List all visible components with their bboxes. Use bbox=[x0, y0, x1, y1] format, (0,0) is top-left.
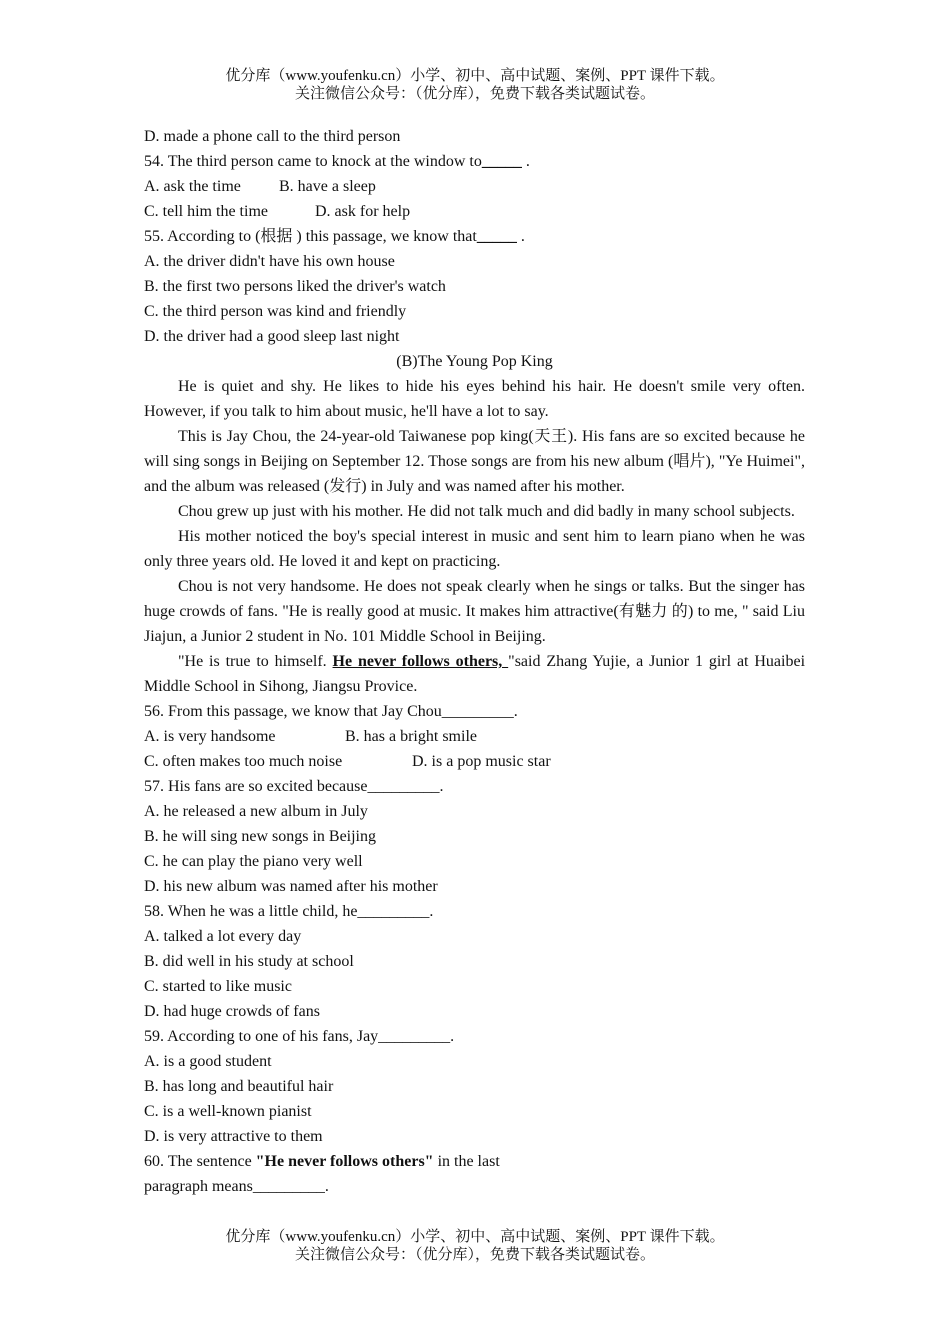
header-line-2: 关注微信公众号：（优分库），免费下载各类试题试卷。 bbox=[294, 86, 655, 102]
q56-option-d: D. is a pop music star bbox=[412, 753, 551, 770]
passage-paragraph-5: Chou is not very handsome. He does not speak clearly when he sings or talks. But the singer has huge crowds of fans. "He is really good at music. It makes him attractive(有魅力 的) to me, " said Liu Jiajun, a Junior 2 student in No. 101 Middle School in Beijing. bbox=[144, 578, 805, 645]
q59-option-d: D. is very attractive to them bbox=[144, 1128, 323, 1145]
key-sentence: He never follows others, bbox=[332, 653, 509, 670]
q59-option-b: B. has long and beautiful hair bbox=[144, 1078, 334, 1095]
footer-line-1: 优分库（www.youfenku.cn）小学、初中、高中试题、案例、PPT 课件下载。 bbox=[225, 1229, 725, 1245]
q58-option-b: B. did well in his study at school bbox=[144, 953, 354, 970]
page-footer bbox=[0, 1228, 950, 1264]
q54-option-a: A. ask the time bbox=[144, 178, 241, 195]
q55-option-d: D. the driver had a good sleep last night bbox=[144, 328, 400, 345]
paragraph-6-quote-end: "said Zhang Yujie, a Junior 1 girl at Huaibei Middle School in Sihong, Jiangsu Provice. bbox=[144, 653, 806, 695]
q54-options-ab bbox=[144, 174, 805, 199]
q58-option-d: D. had huge crowds of fans bbox=[144, 1003, 320, 1020]
q58-option-c: C. started to like music bbox=[144, 978, 292, 995]
q54-stem-end: . bbox=[521, 153, 530, 170]
q58-stem: 58. When he was a little child, he_________. bbox=[144, 903, 434, 920]
q56-options-ab bbox=[144, 724, 805, 749]
q59-option-c: C. is a well-known pianist bbox=[144, 1103, 312, 1120]
q57-option-c: C. he can play the piano very well bbox=[144, 853, 363, 870]
q56-stem: 56. From this passage, we know that Jay Chou_________. bbox=[144, 703, 518, 720]
passage-paragraph-3: Chou grew up just with his mother. He did not talk much and did badly in many school subjects. bbox=[178, 503, 795, 520]
q60-quoted-sentence: "He never follows others" bbox=[255, 1153, 434, 1170]
q54-stem bbox=[144, 149, 805, 174]
q55-blank: _____ bbox=[476, 228, 517, 245]
q54-options-cd bbox=[144, 199, 805, 224]
q55-option-c: C. the third person was kind and friendly bbox=[144, 303, 407, 320]
q54-blank: _____ bbox=[481, 153, 522, 170]
q60-stem-line-2: paragraph means_________. bbox=[144, 1178, 329, 1195]
q55-option-b: B. the first two persons liked the driver's watch bbox=[144, 278, 446, 295]
header-line-1: 优分库（www.youfenku.cn）小学、初中、高中试题、案例、PPT 课件下载。 bbox=[225, 68, 725, 84]
q56-option-b: B. has a bright smile bbox=[345, 728, 477, 745]
passage-paragraph-1: He is quiet and shy. He likes to hide his eyes behind his hair. He doesn't smile very often. However, if you talk to him about music, he'll have a lot to say. bbox=[144, 378, 805, 420]
paragraph-6-quote-start: "He is true to himself. bbox=[178, 653, 333, 670]
q59-stem: 59. According to one of his fans, Jay_________. bbox=[144, 1028, 455, 1045]
q55-stem-end: . bbox=[516, 228, 525, 245]
q54-stem-text: 54. The third person came to knock at the window to bbox=[144, 153, 482, 170]
q58-option-a: A. talked a lot every day bbox=[144, 928, 302, 945]
q56-option-a: A. is very handsome bbox=[144, 728, 276, 745]
q54-option-b: B. have a sleep bbox=[279, 178, 376, 195]
q54-option-d: D. ask for help bbox=[315, 203, 411, 220]
q53-option-d: D. made a phone call to the third person bbox=[144, 128, 401, 145]
q55-option-a: A. the driver didn't have his own house bbox=[144, 253, 395, 270]
passage-paragraph-6 bbox=[144, 649, 805, 699]
q55-stem-text: 55. According to (根据 ) this passage, we know that bbox=[144, 228, 477, 245]
footer-line-2: 关注微信公众号：（优分库），免费下载各类试题试卷。 bbox=[294, 1247, 655, 1263]
passage-paragraph-4: His mother noticed the boy's special interest in music and sent him to learn piano when he was only three years old. He loved it and kept on practicing. bbox=[144, 528, 805, 570]
passage-title: (B)The Young Pop King bbox=[396, 353, 553, 370]
document-body bbox=[144, 124, 805, 1199]
q60-stem bbox=[144, 1149, 805, 1174]
q60-stem-end: in the last bbox=[433, 1153, 500, 1170]
q54-option-c: C. tell him the time bbox=[144, 203, 268, 220]
passage-paragraph-2: This is Jay Chou, the 24-year-old Taiwanese pop king(天王). His fans are so excited because he will sing songs in Beijing on September 12. Those songs are from his new album (唱片), "Ye Huimei", and the album was released (发行) in July and was named after his mother. bbox=[144, 428, 805, 495]
q57-option-a: A. he released a new album in July bbox=[144, 803, 368, 820]
q56-option-c: C. often makes too much noise bbox=[144, 753, 343, 770]
q59-option-a: A. is a good student bbox=[144, 1053, 272, 1070]
q60-stem-text: 60. The sentence bbox=[144, 1153, 256, 1170]
q57-option-b: B. he will sing new songs in Beijing bbox=[144, 828, 376, 845]
page-header bbox=[0, 67, 950, 103]
q56-options-cd bbox=[144, 749, 805, 774]
q57-option-d: D. his new album was named after his mother bbox=[144, 878, 438, 895]
q57-stem: 57. His fans are so excited because_________. bbox=[144, 778, 444, 795]
q55-stem bbox=[144, 224, 805, 249]
